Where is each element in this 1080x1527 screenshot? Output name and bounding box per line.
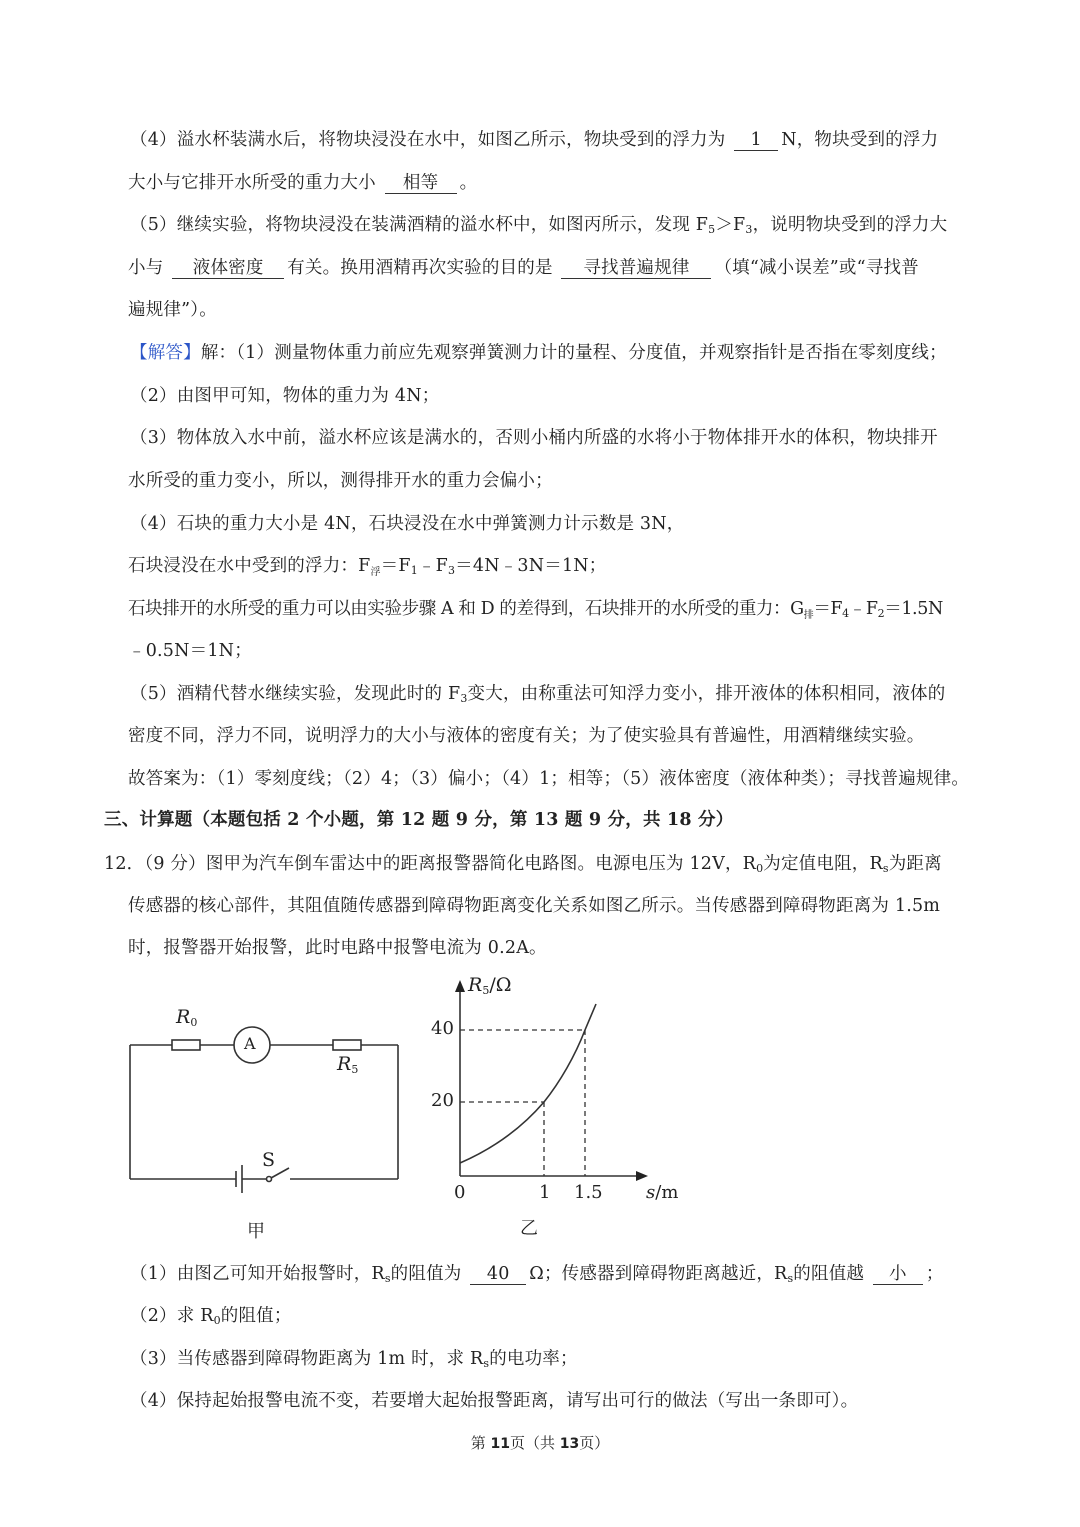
- q12-text: 12．（9 分）图甲为汽车倒车雷达中的距离报警器简化电路图。电源电压为 12V，R: [104, 854, 757, 874]
- x-tick-0: 0: [454, 1182, 466, 1203]
- x-tick-1-5: 1.5: [574, 1182, 603, 1203]
- answer-blank-buoyancy: 1: [734, 130, 778, 151]
- resistor-rs-icon: [333, 1040, 361, 1050]
- switch-label: S: [262, 1149, 276, 1171]
- resistor-r0-icon: [172, 1040, 200, 1050]
- rs-label: $R_5$: [337, 1053, 359, 1076]
- section-heading-text: 三、计算题（本题包括 2 个小题，第 12 题 9 分，第 13 题 9 分，共 18 分）: [104, 810, 734, 830]
- circuit-diagram: [120, 1005, 420, 1245]
- q12-sub4-text: （4）保持起始报警电流不变，若要增大起始报警距离，请写出可行的做法（写出一条即可）。: [130, 1391, 859, 1411]
- answer-line4: [128, 469, 553, 493]
- q12-sub2: [130, 1304, 292, 1328]
- subscript: 1: [410, 564, 418, 577]
- chart-svg: [420, 970, 700, 1250]
- q5-line3: [128, 298, 217, 322]
- footer-text: 页）: [579, 1434, 610, 1452]
- footer-text: 页（共: [509, 1434, 560, 1452]
- subscript: 浮: [370, 567, 381, 578]
- q5-text-2: 小与: [128, 258, 164, 278]
- subscript: 3: [745, 223, 753, 236]
- q12-line1: [104, 852, 942, 876]
- y-tick-40: 40: [431, 1018, 454, 1039]
- subscript: 0: [213, 1314, 221, 1327]
- answer-blank-resistance: 40: [470, 1264, 526, 1285]
- q4-line2: [128, 171, 477, 195]
- subscript: 2: [877, 607, 885, 620]
- section-heading: [104, 808, 733, 832]
- subscript: 排: [803, 610, 814, 621]
- circuit-svg: [120, 1005, 420, 1245]
- data-curve: [460, 1004, 596, 1163]
- subscript: s: [787, 1272, 794, 1285]
- q12-sub1-text: （1）由图乙可知开始报警时，R: [130, 1264, 385, 1284]
- answer-line8: [128, 639, 252, 663]
- q5-text-3: 遍规律”）。: [128, 300, 217, 320]
- answer-line6: [128, 554, 607, 585]
- answer-text: ＝4N﹣3N＝1N；: [455, 556, 607, 576]
- answer-line3: [130, 426, 938, 450]
- subscript: 5: [708, 223, 716, 236]
- answer-text: ＝F: [380, 556, 411, 576]
- q12-sub2-text: 的阻值；: [220, 1306, 292, 1326]
- q5-text-2c: （填“减小误差”或“寻找普: [714, 258, 919, 278]
- total-pages: 13: [559, 1436, 580, 1452]
- ammeter-label: A: [244, 1034, 256, 1053]
- x-tick-1: 1: [539, 1182, 551, 1203]
- q4-text-cont: N，物块受到的浮力: [781, 130, 939, 150]
- q5-text-end: ，说明物块受到的浮力大: [752, 215, 948, 235]
- q12-sub2-text: （2）求 R: [130, 1306, 214, 1326]
- q12-sub3: [130, 1347, 578, 1371]
- answer-line1: [130, 341, 947, 365]
- y-tick-20: 20: [431, 1090, 454, 1111]
- page-footer: [0, 1432, 1080, 1453]
- answer-text: （3）物体放入水中前，溢水杯应该是满水的，否则小桶内所盛的水将小于物体排开水的体积，物块排开: [130, 428, 938, 448]
- q4-end: 。: [459, 173, 478, 193]
- answer-text: ＝F: [813, 599, 843, 619]
- answer-line10: [128, 724, 925, 748]
- q12-sub4: [130, 1389, 858, 1413]
- q12-sub1-text: Ω；传感器到障碍物距离越近，R: [529, 1264, 788, 1284]
- subscript: 3: [447, 564, 456, 577]
- answer-line9: [130, 682, 945, 706]
- subscript: 3: [460, 692, 468, 705]
- q12-sub1-text: ；: [925, 1264, 944, 1284]
- answer-text: 石块排开的水所受的重力可以由实验步骤 A 和 D 的差得到，石块排开的水所受的重力：G: [128, 599, 804, 619]
- answer-line11: [128, 767, 969, 791]
- q5-text-2b: 有关。换用酒精再次实验的目的是: [287, 258, 553, 278]
- answer-blank-equal: 相等: [385, 173, 457, 194]
- figure-caption-jia: 甲: [247, 1221, 265, 1242]
- answer-text: 变大，由称重法可知浮力变小，排开液体的体积相同，液体的: [467, 684, 946, 704]
- answer-text: （5）酒精代替水继续实验，发现此时的 F: [130, 684, 461, 704]
- subscript: s: [384, 1272, 391, 1285]
- answer-text: 石块浸没在水中受到的浮力：F: [128, 556, 371, 576]
- q12-text: 为定值电阻，R: [763, 854, 883, 874]
- answer-text: ＝1.5N: [884, 599, 943, 619]
- q5-text-mid: ＞F: [715, 215, 746, 235]
- answer-text: 密度不同，浮力不同，说明浮力的大小与液体的密度有关；为了使实验具有普遍性，用酒精继续实验。: [128, 726, 925, 746]
- answer-text: 水所受的重力变小，所以，测得排开水的重力会偏小；: [128, 471, 553, 491]
- q12-sub1: [130, 1262, 944, 1286]
- q12-text: 时，报警器开始报警，此时电路中报警电流为 0.2A。: [128, 938, 547, 958]
- page-number: 11: [490, 1436, 510, 1452]
- q12-line2: [128, 894, 940, 918]
- x-axis-arrow-icon: [636, 1171, 648, 1181]
- answer-text: 故答案为：（1）零刻度线；（2）4；（3）偏小；（4）1；相等；（5）液体密度（液体种类）；寻找普遍规律。: [128, 769, 970, 789]
- q5-line1: [130, 213, 947, 237]
- answer-blank-smaller: 小: [873, 1264, 923, 1285]
- x-axis-label: s/m: [646, 1182, 679, 1203]
- q12-sub3-text: （3）当传感器到障碍物距离为 1m 时，求 R: [130, 1349, 484, 1369]
- r0-label: $R_0$: [176, 1006, 198, 1029]
- answer-text: （4）石块的重力大小是 4N，石块浸没在水中弹簧测力计示数是 3N，: [130, 514, 685, 534]
- y-axis-label: $R_5/\Omega$: [468, 974, 512, 997]
- answer-text: ﹣F: [417, 556, 448, 576]
- q5-line2: [128, 256, 919, 280]
- answer-line7: [128, 597, 943, 628]
- answer-text: 解：（1）测量物体重力前应先观察弹簧测力计的量程、分度值，并观察指针是否指在零刻度线；: [200, 343, 947, 363]
- q12-sub3-text: 的电功率；: [489, 1349, 578, 1369]
- q12-sub1-text: 的阻值越: [793, 1264, 865, 1284]
- q12-text: 传感器的核心部件，其阻值随传感器到障碍物距离变化关系如图乙所示。当传感器到障碍物距离为 1.5m: [128, 896, 941, 916]
- subscript: s: [882, 862, 889, 875]
- figure-caption-yi: 乙: [520, 1218, 538, 1239]
- q12-text: 为距离: [888, 854, 942, 874]
- footer-text: 第: [470, 1434, 491, 1452]
- y-axis-arrow-icon: [455, 980, 465, 992]
- q12-line3: [128, 936, 547, 960]
- q4-line1: [130, 128, 938, 152]
- subscript: 0: [756, 862, 764, 875]
- q4-text-2: 大小与它排开水所受的重力大小: [128, 173, 376, 193]
- answer-text: （2）由图甲可知，物体的重力为 4N；: [130, 386, 440, 406]
- answer-blank-purpose: 寻找普遍规律: [561, 258, 711, 279]
- answer-text: ﹣F: [848, 599, 878, 619]
- answer-line5: [130, 512, 684, 536]
- subscript: s: [483, 1357, 490, 1370]
- answer-blank-density: 液体密度: [172, 258, 284, 279]
- q4-text: （4）溢水杯装满水后，将物块浸没在水中，如图乙所示，物块受到的浮力为: [130, 130, 726, 150]
- answer-label: 【解答】: [130, 343, 201, 363]
- answer-line2: [130, 384, 439, 408]
- q12-sub1-text: 的阻值为: [390, 1264, 462, 1284]
- subscript: 4: [842, 607, 849, 620]
- q5-text: （5）继续实验，将物块浸没在装满酒精的溢水杯中，如图丙所示，发现 F: [130, 215, 709, 235]
- answer-text: ﹣0.5N＝1N；: [128, 641, 252, 661]
- resistance-distance-chart: [420, 970, 700, 1250]
